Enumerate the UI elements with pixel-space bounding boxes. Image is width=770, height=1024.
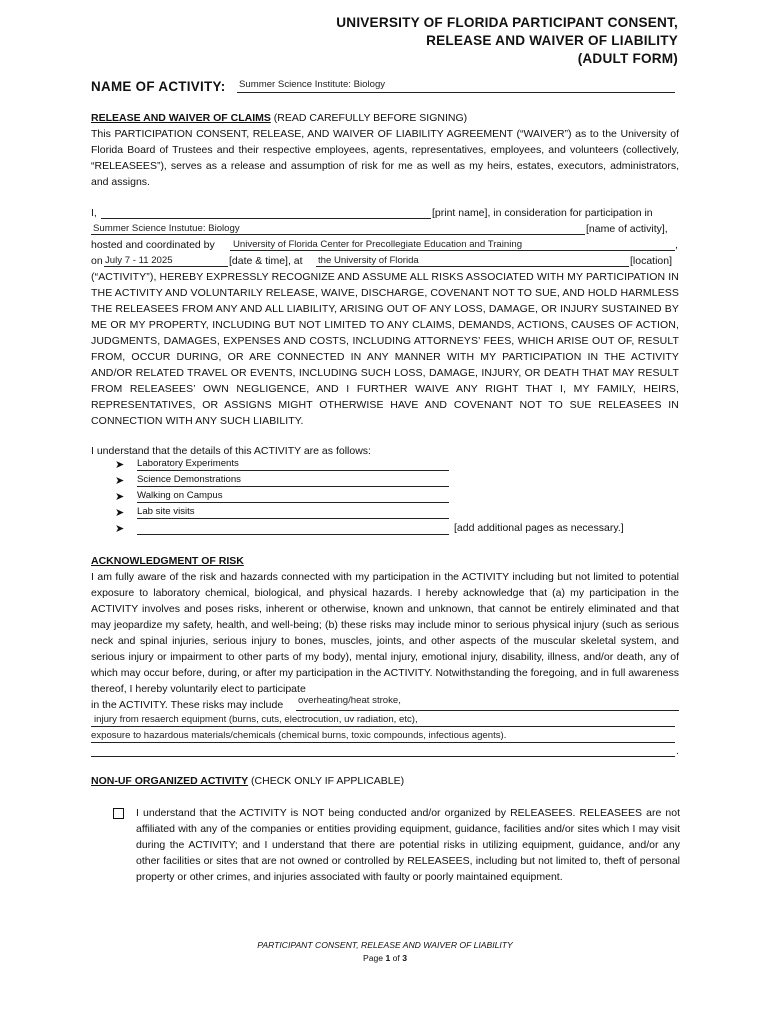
activity-line-row [91,221,679,237]
non-uf-checkbox[interactable] [113,808,124,819]
risk-field-4[interactable] [91,745,675,757]
page-prefix: Page [363,953,386,963]
release-heading: RELEASE AND WAIVER OF CLAIMS [91,112,271,124]
on-label: on [91,255,103,267]
footer-document-title: PARTICIPANT CONSENT, RELEASE AND WAIVER OF LIABILITY [257,940,513,950]
arrow-bullet-icon: ➤ [115,459,125,471]
non-uf-heading-note: (CHECK ONLY IF APPLICABLE) [248,775,405,787]
release-paragraph: This PARTICIPATION CONSENT, RELEASE, AND WAIVER OF LIABILITY AGREEMENT (“WAIVER”) as to the University of Florida Board of Trustees and their respective employees, agents, representatives, employees, and volunteers (collectively, “RELEASEES”), serves as a release and assumption of risk for me as well as my heirs, estates, executors, administrators, and assigns. [91,128,679,188]
document-title [336,14,678,68]
date-location-row [91,253,679,269]
page-total: 3 [402,953,407,963]
footer-page-number [0,953,770,963]
risk-value-3: exposure to hazardous materials/chemicals (chemical burns, toxic compounds, infectious agents). [91,730,507,741]
activity-detail-item [115,490,675,505]
activity-details-intro: I understand that the details of this ACTIVITY are as follows: [91,445,371,457]
non-uf-paragraph: I understand that the ACTIVITY is NOT being conducted and/or organized by RELEASEES. RELEASEES are not affiliated with any of the companies or entities providing equipment, guidance, facilities and/or sites which I may visit during the ACTIVITY; and I understand that there are potential risks in utilizing equipment, guidance, and/or any other facilities or sites that are not owned or controlled by RELEASEES, including but not limited to, theft of personal property or other crimes, and injuries associated with faulty or poorly maintained equipment. [136,807,680,883]
title-line-1: UNIVERSITY OF FLORIDA PARTICIPANT CONSENT, [336,15,678,30]
activity-detail-item-blank [115,522,675,537]
activity-name-value: Summer Science Institute: Biology [239,79,386,90]
activity-detail-item [115,474,675,489]
print-name-row [91,205,679,221]
activity-line-value: Summer Science Instutue: Biology [93,223,240,234]
release-heading-note: (READ CAREFULLY BEFORE SIGNING) [270,112,468,124]
activity-detail-item [115,458,675,473]
title-line-3: (ADULT FORM) [577,51,678,66]
risk-value-2: injury from resaerch equipment (burns, cuts, electrocution, uv radiation, etc), [94,714,418,725]
arrow-bullet-icon: ➤ [115,475,125,487]
print-name-label: [print name], in consideration for participation in [432,207,653,219]
arrow-bullet-icon: ➤ [115,491,125,503]
activity-detail-value: Laboratory Experiments [137,458,239,469]
risks-row-4 [91,745,679,761]
activity-detail-field[interactable] [137,522,449,535]
acknowledgment-section [91,553,679,697]
activity-line-label: [name of activity], [586,223,668,235]
arrow-bullet-icon: ➤ [115,507,125,519]
title-line-2: RELEASE AND WAIVER OF LIABILITY [426,33,678,48]
activity-detail-value: Walking on Campus [137,490,223,501]
location-label: [location] [630,255,673,267]
risks-row-3 [91,729,679,745]
acknowledgment-paragraph: I am fully aware of the risk and hazards connected with my participation in the ACTIVITY including but not limited to potential exposure to laboratory chemical, biological, and physical hazards. I hereby acknowledge that (a) my participation in the ACTIVITY involves and poses risks, inherent or otherwise, known and unknown, that cannot be entirely eliminated and that may jeopardize my safety, health, and well-being; (b) these risks may include minor to serious physical injury (such as serious neck and spinal injuries, serious injury to bones, muscles, joints, and other aspects of the muscular skeletal system, and serious injury or impairment to other parts of my body), mental injury, emotional injury, disability, illness, and/or death, any of which may occur before, during, or after my participation in the ACTIVITY. Notwithstanding the foregoing, and in full awareness thereof, I hereby voluntarily elect to participate [91,571,679,695]
risks-row-1 [91,697,679,713]
non-uf-heading-row [91,773,679,789]
activity-detail-item [115,506,675,521]
acknowledgment-heading: ACKNOWLEDGMENT OF RISK [91,555,244,567]
risks-closing-period: . [676,745,679,757]
hosted-row [91,237,679,253]
additional-pages-note: [add additional pages as necessary.] [454,522,624,534]
print-name-field[interactable] [101,205,431,219]
risks-row-2 [91,713,679,729]
hosted-label: hosted and coordinated by [91,239,215,251]
page-current: 1 [385,953,391,963]
activity-detail-value: Lab site visits [137,506,195,517]
host-value: University of Florida Center for Precollegiate Education and Training [233,239,523,250]
arrow-bullet-icon: ➤ [115,523,125,535]
release-section [91,110,679,190]
i-prefix: I, [91,207,97,219]
page-of: of [390,953,403,963]
activity-name-label: NAME OF ACTIVITY: [91,79,226,94]
date-label: [date & time], at [229,255,303,267]
assumption-paragraph: (“ACTIVITY”), HEREBY EXPRESSLY RECOGNIZE AND ASSUME ALL RISKS ASSOCIATED WITH MY PARTICIPATION IN THE ACTIVITY AND VOLUNTARILY RELEASE, WAIVE, DISCHARGE, COVENANT NOT TO SUE, AND HOLD HARMLESS THE RELEASEES FROM ANY AND ALL LIABILITY, ARISING OUT OF ANY LOSS, DAMAGE, OR INJURY SUSTAINED BY ME OR MY PROPERTY, INCLUDING BUT NOT LIMITED TO ANY CLAIMS, DEMANDS, ACTIONS, CAUSES OF ACTION, JUDGMENTS, DAMAGES, EXPENSES AND COSTS, INCLUDING ATTORNEYS’ FEES, WHICH ARISE OUT OF, RESULT FROM, OCCUR DURING, OR ARE CONNECTED IN ANY MANNER WITH MY PARTICIPATION IN THE ACTIVITY AND/OR RELATED TRAVEL OR EVENTS, INCLUDING SUCH LOSS, DAMAGE, INJURY, OR DEATH THAT MAY RESULT FROM RELEASEES’ OWN NEGLIGENCE, AND I FURTHER WAIVE ANY RIGHT THAT I, MY FAMILY, HEIRS, REPRESENTATIVES, OR ASSIGNS MIGHT OTHERWISE HAVE AND COVENANT NOT TO SUE RELEASEES IN CONNECTION WITH ANY SUCH LIABILITY. [91,271,680,427]
date-value: July 7 - 11 2025 [105,255,173,266]
activity-name-row [91,77,675,95]
non-uf-heading: NON-UF ORGANIZED ACTIVITY [91,775,249,787]
activity-detail-value: Science Demonstrations [137,474,241,485]
hosted-end: , [675,239,678,251]
location-value: the University of Florida [318,255,419,266]
risks-label: in the ACTIVITY. These risks may include [91,699,284,711]
risk-value-1: overheating/heat stroke, [298,695,401,706]
